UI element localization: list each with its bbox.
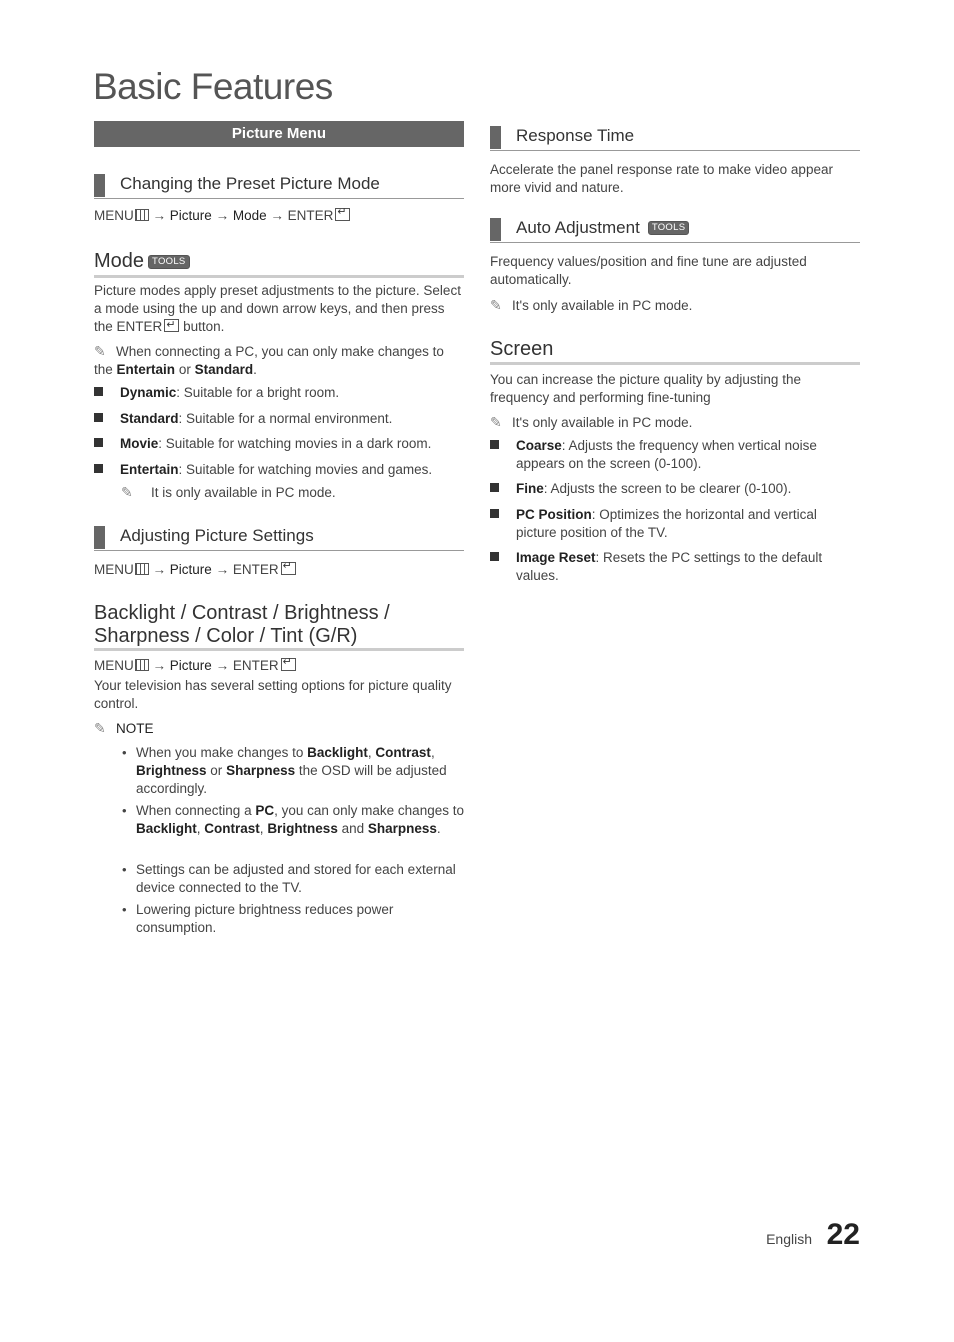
section-backlight	[94, 602, 464, 651]
item-text: the OSD will be adjusted accordingly.	[136, 763, 447, 796]
footer-language: English	[766, 1231, 812, 1247]
note-pc-mode	[94, 342, 464, 379]
item-text: Settings can be adjusted and stored for each external device connected to the TV.	[136, 862, 456, 895]
bullet-square	[94, 413, 103, 422]
enter-icon	[164, 319, 179, 332]
subsection-title: Adjusting Picture Settings	[120, 526, 314, 545]
enter-icon	[281, 562, 296, 575]
item-text: When connecting a	[136, 803, 252, 818]
bullet-dot: •	[122, 862, 127, 877]
path-mode: Mode	[232, 208, 267, 223]
page-title: Basic Features	[93, 66, 333, 107]
menu-label: MENU	[94, 562, 134, 577]
response-paragraph: Accelerate the panel response rate to make video appear more vivid and nature.	[490, 162, 833, 195]
subsection-changing-preset	[94, 172, 464, 199]
picture-menu-bar: Picture Menu	[94, 121, 464, 147]
menu-path	[94, 208, 350, 223]
item-text: : Suitable for a bright room.	[176, 385, 340, 400]
paragraph-text: button.	[183, 319, 225, 334]
section-marker	[94, 174, 105, 197]
note-keyword: Standard	[194, 362, 254, 377]
path-picture: Picture	[169, 562, 212, 577]
note-icon: ✎	[490, 297, 502, 313]
item-keyword: Standard	[120, 411, 179, 426]
item-keyword: Sharpness	[226, 763, 296, 778]
note-text: When connecting a PC, you can only make changes to the	[94, 344, 444, 377]
note-pc-only	[490, 296, 860, 315]
item-keyword: Image Reset	[516, 550, 596, 565]
item-keyword: Contrast	[375, 745, 431, 760]
arrow: →	[152, 562, 167, 577]
tools-badge: TOOLS	[148, 255, 190, 269]
menu-icon	[135, 659, 149, 671]
screen-paragraph: You can increase the picture quality by adjusting the frequency and performing fine-tuning	[490, 372, 801, 405]
section-title-line: Sharpness / Color / Tint (G/R)	[94, 625, 358, 647]
subsection-response-time	[490, 124, 860, 151]
item-text: ,	[367, 745, 372, 760]
note-icon: ✎	[490, 414, 502, 430]
item-text: , you can only make changes to	[274, 803, 464, 818]
menu-label: MENU	[94, 658, 134, 673]
subsection-title	[516, 218, 689, 238]
subsection-title: Response Time	[516, 126, 635, 145]
menu-path	[94, 658, 296, 673]
bullet-dot: •	[122, 745, 127, 760]
note-icon: ✎	[121, 484, 133, 500]
bullet-square	[490, 552, 499, 561]
item-text: : Suitable for watching movies and games.	[178, 462, 433, 477]
enter-label: ENTER	[116, 319, 163, 334]
enter-label: ENTER	[232, 658, 279, 673]
note-text: It is only available in PC mode.	[151, 485, 336, 500]
item-keyword: Backlight	[136, 821, 197, 836]
enter-icon	[335, 208, 350, 221]
item-keyword: Sharpness	[367, 821, 437, 836]
item-keyword: Backlight	[307, 745, 368, 760]
sub-note	[121, 483, 461, 502]
note-label: NOTE	[116, 721, 154, 736]
item-keyword: Contrast	[204, 821, 260, 836]
section-title: Screen	[490, 338, 554, 360]
note-pc-only	[490, 413, 860, 432]
bullet-square	[94, 387, 103, 396]
arrow: →	[215, 208, 230, 223]
menu-path	[94, 562, 296, 577]
section-marker	[490, 218, 501, 241]
bullet-square	[94, 464, 103, 473]
tools-badge: TOOLS	[648, 221, 690, 235]
section-screen	[490, 338, 860, 365]
enter-icon	[281, 658, 296, 671]
item-keyword: Entertain	[120, 462, 179, 477]
item-text: : Suitable for watching movies in a dark room.	[158, 436, 432, 451]
item-text: : Optimizes the horizontal and vertical picture position of the TV.	[516, 507, 817, 540]
arrow: →	[215, 658, 230, 673]
note-keyword: Entertain	[116, 362, 176, 377]
enter-label: ENTER	[232, 562, 279, 577]
note-text: It's only available in PC mode.	[512, 298, 693, 313]
arrow: →	[152, 208, 167, 223]
note-icon: ✎	[94, 343, 106, 359]
item-keyword: Fine	[516, 481, 544, 496]
item-keyword: PC Position	[516, 507, 592, 522]
item-keyword: Coarse	[516, 438, 562, 453]
menu-icon	[135, 209, 149, 221]
mode-paragraph	[94, 282, 464, 336]
menu-label: MENU	[94, 208, 134, 223]
subsection-adjusting-settings	[94, 524, 464, 551]
path-picture: Picture	[169, 658, 212, 673]
section-mode	[94, 250, 464, 278]
arrow: →	[152, 658, 167, 673]
bullet-square	[490, 483, 499, 492]
page-number: 22	[826, 1218, 860, 1251]
item-text: : Resets the PC settings to the default values.	[516, 550, 823, 583]
section-marker	[94, 526, 105, 549]
bullet-square	[94, 438, 103, 447]
note-icon: ✎	[94, 720, 106, 736]
item-text: Lowering picture brightness reduces power consumption.	[136, 902, 394, 935]
item-text: : Adjusts the frequency when vertical noise appears on the screen (0-100).	[516, 438, 817, 471]
item-text: : Suitable for a normal environment.	[178, 411, 393, 426]
section-marker	[490, 126, 501, 149]
section-title-line: Backlight / Contrast / Brightness /	[94, 602, 390, 624]
bullet-square	[490, 509, 499, 518]
item-text: : Adjusts the screen to be clearer (0-100).	[543, 481, 792, 496]
enter-label: ENTER	[287, 208, 334, 223]
path-picture: Picture	[169, 208, 212, 223]
arrow: →	[270, 208, 284, 223]
backlight-paragraph: Your television has several setting options for picture quality control.	[94, 678, 452, 711]
menu-icon	[135, 563, 149, 575]
arrow: →	[215, 562, 230, 577]
paragraph-text: Picture modes apply preset adjustments to the picture. Select a mode using the up and down arrow keys, and then press the	[94, 283, 461, 334]
item-keyword: Brightness	[267, 821, 338, 836]
item-keyword: Movie	[120, 436, 159, 451]
item-keyword: Brightness	[136, 763, 207, 778]
subsection-auto-adjustment	[490, 216, 860, 243]
bullet-dot: •	[122, 803, 127, 818]
item-text: When you make changes to	[136, 745, 304, 760]
item-text: and	[341, 821, 365, 836]
note-heading	[94, 719, 464, 738]
item-text: .	[436, 821, 441, 836]
auto-adjust-paragraph: Frequency values/position and fine tune are adjusted automatically.	[490, 254, 807, 287]
note-text: or	[178, 362, 191, 377]
bullet-square	[490, 440, 499, 449]
subsection-title: Changing the Preset Picture Mode	[120, 174, 380, 193]
item-text: or	[210, 763, 223, 778]
subsection-title-text: Auto Adjustment	[516, 218, 640, 237]
bullet-dot: •	[122, 902, 127, 917]
note-text: It's only available in PC mode.	[512, 415, 693, 430]
note-text: .	[253, 362, 257, 377]
item-text: ,	[430, 745, 435, 760]
section-title: Mode	[94, 250, 145, 272]
item-keyword: PC	[255, 803, 275, 818]
item-keyword: Dynamic	[120, 385, 177, 400]
